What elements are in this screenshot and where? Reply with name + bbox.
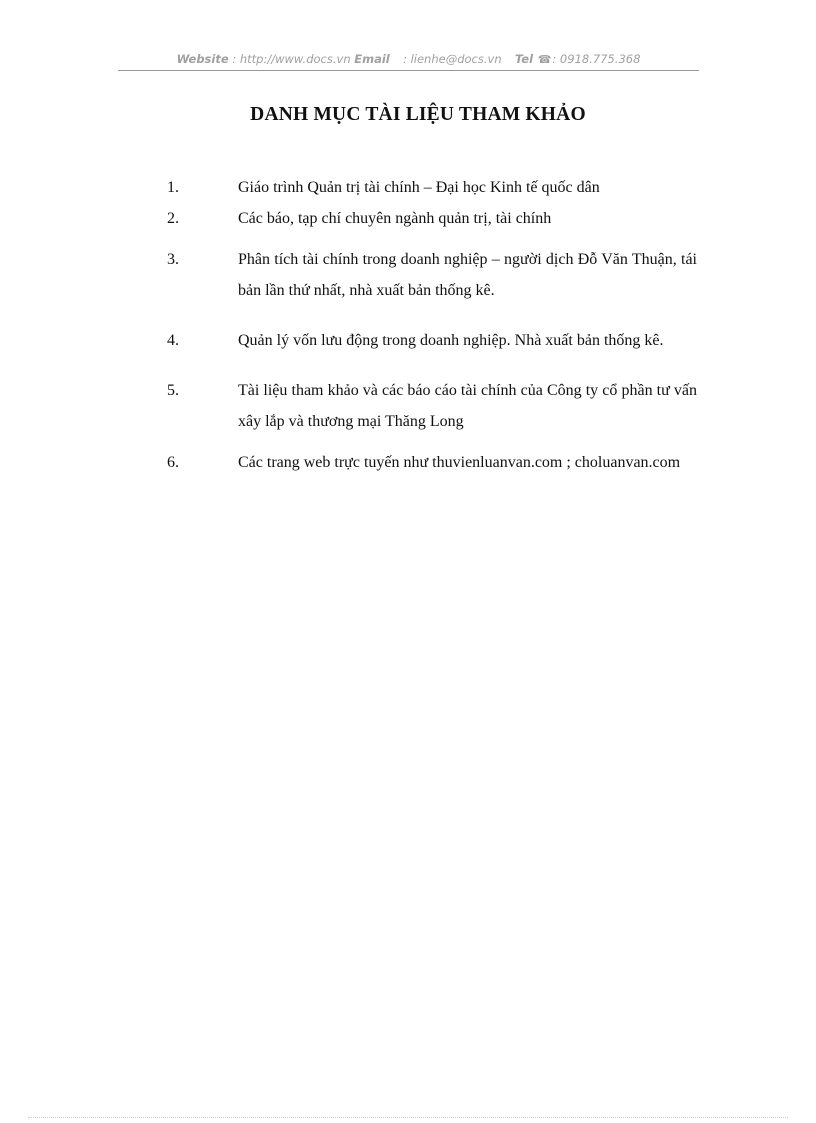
reference-text: Tài liệu tham khảo và các báo cáo tài chính của Công ty cổ phần tư vấn xây lắp và thương mại Thăng Long (238, 382, 697, 430)
reference-text: Giáo trình Quản trị tài chính – Đại học Kinh tế quốc dân (238, 179, 600, 196)
reference-number: 3. (167, 251, 179, 268)
reference-number: 5. (167, 382, 179, 399)
reference-text: Các trang web trực tuyến như thuvienluanvan.com ; choluanvan.com (238, 454, 681, 471)
page-header (118, 50, 699, 71)
page-title: DANH MỤC TÀI LIỆU THAM KHẢO (250, 104, 586, 125)
tel-label: Tel (514, 52, 534, 66)
email-value: : lienhe@docs.vn (403, 52, 502, 66)
reference-number: 4. (167, 332, 179, 349)
website-label: Website (176, 52, 229, 66)
phone-icon: ☎ (537, 53, 552, 66)
reference-list (167, 172, 697, 478)
reference-item (167, 244, 697, 306)
reference-item (167, 203, 697, 234)
email-label: Email (354, 52, 390, 66)
reference-item (167, 172, 697, 203)
reference-item (167, 325, 697, 356)
reference-item (167, 375, 697, 437)
tel-value: : 0918.775.368 (552, 52, 641, 66)
reference-text: Các báo, tạp chí chuyên ngành quản trị, tài chính (238, 210, 552, 227)
reference-number: 2. (167, 210, 179, 227)
reference-text: Phân tích tài chính trong doanh nghiệp – người dịch Đỗ Văn Thuận, tái bản lần thứ nhất, nhà xuất bản thống kê. (238, 251, 697, 299)
page-bottom-divider (28, 1117, 788, 1118)
reference-number: 1. (167, 179, 179, 196)
reference-number: 6. (167, 454, 179, 471)
website-value: : http://www.docs.vn (232, 52, 351, 66)
reference-text: Quản lý vốn lưu động trong doanh nghiệp. Nhà xuất bản thống kê. (238, 332, 664, 349)
reference-item (167, 447, 697, 478)
